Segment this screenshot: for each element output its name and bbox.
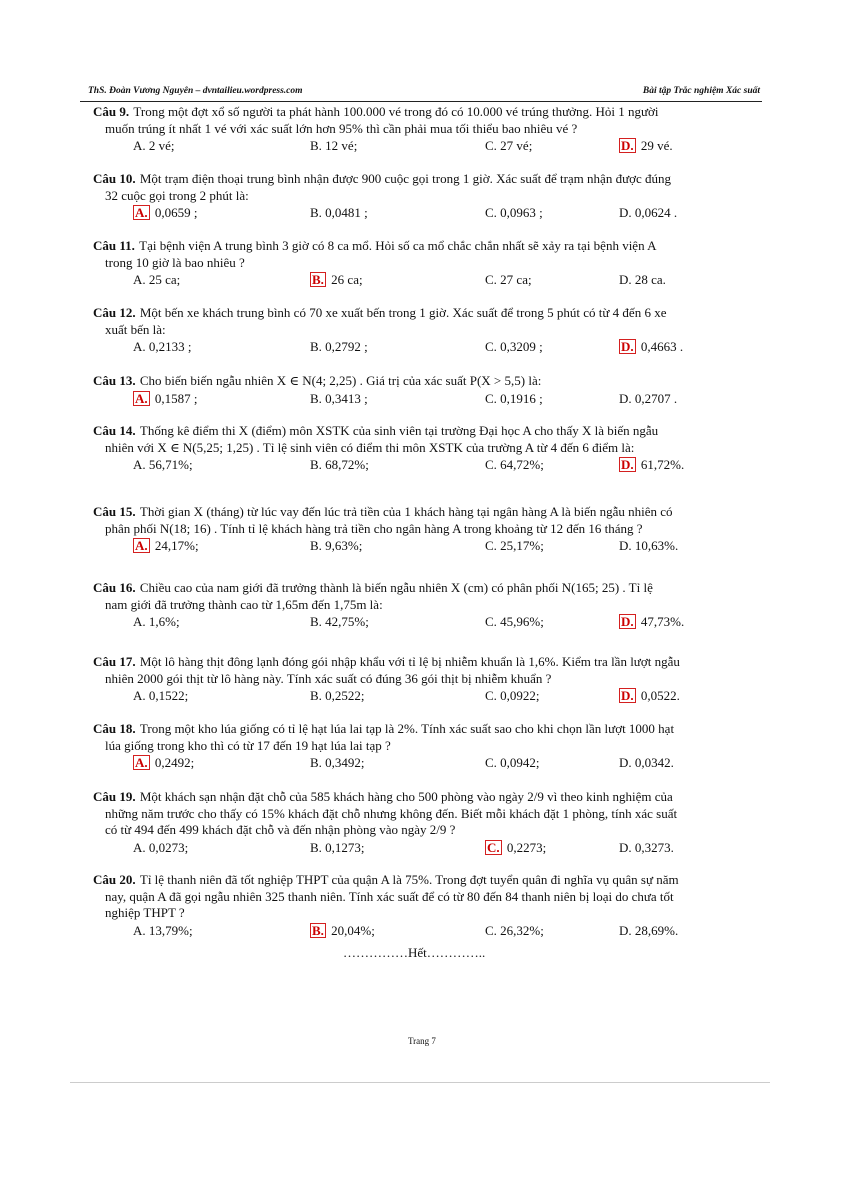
option-b [310,840,365,857]
question-text-line: lúa giống trong kho thì có từ 17 đến 19 hạt lúa lai tạp ? [105,737,391,753]
question-9 [93,104,763,155]
question-stem [93,504,763,537]
option-letter: C. [485,922,497,938]
question-15 [93,504,763,555]
option-a [133,614,180,631]
question-text-line: Một lô hàng thịt đông lạnh đóng gói nhập khẩu với tỉ lệ bị nhiễm khuẩn là 1,6%. Kiểm tra lần lượt ngẫu [139,654,680,669]
option-b [310,138,357,155]
option-d [619,391,677,408]
question-19 [93,789,763,857]
option-letter: A. [135,755,148,770]
question-text-line: nhiên với X ∈ N(5,25; 1,25) . Tỉ lệ sinh viên có điểm thi môn XSTK của trường A từ 4 đến 6 điểm là: [105,439,635,455]
option-letter: B. [310,839,322,855]
answer-options [93,755,763,772]
option-text: 0,2522; [325,688,365,703]
answer-options [93,391,763,408]
option-c [485,138,532,155]
answer-options [93,688,763,705]
option-letter: D. [619,272,632,287]
question-number: Câu 11. [93,238,135,253]
option-b [310,205,368,222]
option-text: 0,3492; [325,755,365,770]
option-a [133,688,188,705]
question-text-line: có từ 494 đến 499 khách đặt chỗ và đến nhận phòng vào ngày 2/9 ? [105,822,456,837]
option-d-correct [619,688,680,705]
option-letter: D. [619,755,632,770]
option-text: 0,3273. [634,839,674,855]
option-text: 0,0522. [640,688,680,703]
question-text-line: Tại bệnh viện A trung bình 3 giờ có 8 ca mổ. Hỏi số ca mổ chắc chắn nhất sẽ xảy ra tại bệnh viện A [139,238,657,253]
option-d [619,755,674,772]
option-text: 24,17%; [154,538,199,553]
option-letter: C. [485,538,497,553]
option-b [310,457,369,474]
option-letter: C. [485,205,497,220]
question-number: Câu 12. [93,305,136,320]
option-letter: B. [310,538,322,553]
question-20 [93,872,763,940]
option-b [310,339,368,356]
option-text: 0,2707 . [634,390,678,406]
option-text: 13,79%; [148,922,193,938]
option-text: 28,69%. [634,922,679,938]
option-a [133,339,192,356]
question-18 [93,721,763,772]
option-text: 2 vé; [148,138,175,153]
option-text: 0,1522; [148,688,189,703]
option-d [619,538,678,555]
option-c [485,391,543,408]
option-d-correct [619,339,683,356]
option-text: 42,75%; [325,614,369,629]
option-letter: A. [133,688,146,703]
option-c [485,205,543,222]
question-text-line: những năm trước cho thấy có 15% khách đặt chỗ nhưng không đến. Biết mỗi khách đặt 1 phòng, tính xác suất [105,805,678,821]
option-c [485,923,544,940]
option-a-correct [133,391,198,408]
option-letter: C. [485,390,497,406]
question-text-line: Trong một đợt xổ số người ta phát hành 100.000 vé trong đó có 10.000 vé trúng thưởng. Hỏi 1 người [133,104,659,119]
question-14 [93,423,763,474]
option-text: 29 vé. [640,138,673,153]
question-number: Câu 17. [93,654,136,669]
header-title: Bài tập Trắc nghiệm Xác suất [642,86,760,96]
option-a-correct [133,205,198,222]
option-letter: B. [310,339,322,354]
option-letter: D. [621,339,634,354]
question-16 [93,580,763,631]
option-letter: A. [133,339,146,354]
question-text-line: nghiệp THPT ? [105,905,185,920]
option-a [133,923,193,940]
answer-options [93,538,763,555]
option-d [619,272,666,289]
option-letter: C. [485,755,497,770]
option-letter: A. [135,538,148,553]
option-text: 0,4663 . [640,339,684,354]
option-letter: D. [619,922,632,938]
option-c [485,688,540,705]
option-letter: C. [485,614,497,629]
option-text: 0,1916 ; [500,390,543,406]
option-text: 61,72%. [640,457,685,472]
question-text-line: nhiên 2000 gói thịt từ lô hàng này. Tính xác suất có đúng 36 gói thịt bị nhiễm khuẩn ? [105,670,552,686]
option-text: 27 vé; [500,138,533,153]
option-text: 68,72%; [325,457,369,472]
option-text: 10,63%. [634,538,679,553]
question-text-line: phân phối N(18; 16) . Tính tỉ lệ khách hàng trả tiền cho ngân hàng A trong khoảng từ 12 đến 16 tháng ? [105,520,643,536]
question-stem [93,654,763,687]
question-text-line: nam giới đã trưởng thành cao từ 1,65m đến 1,75m là: [105,596,383,612]
question-10 [93,171,763,222]
option-letter: C. [487,839,500,855]
question-text-line: Tỉ lệ thanh niên đã tốt nghiệp THPT của quận A là 75%. Trong đợt tuyển quân đi nghĩa vụ quân sự năm [139,872,679,887]
question-12 [93,305,763,356]
option-letter: D. [621,457,634,472]
option-c [485,272,532,289]
option-text: 0,0922; [500,688,540,703]
answer-options [93,923,763,940]
option-letter: D. [619,390,632,406]
option-letter: C. [485,457,497,472]
answer-options [93,614,763,631]
option-text: 9,63%; [325,538,363,553]
question-text-line: muốn trúng ít nhất 1 vé với xác suất lớn hơn 95% thì cần phải mua tối thiểu bao nhiêu vé ? [105,120,578,136]
option-text: 0,3413 ; [325,390,368,406]
option-letter: D. [619,839,632,855]
option-text: 25,17%; [500,538,544,553]
option-text: 20,04%; [331,922,375,938]
question-text-line: 32 cuộc gọi trong 2 phút là: [105,187,249,203]
option-c [485,339,543,356]
answer-options [93,205,763,222]
option-text: 0,2492; [154,755,195,770]
option-text: 0,0624 . [634,205,678,220]
option-letter: C. [485,272,497,287]
option-c [485,457,544,474]
option-letter: A. [133,138,146,153]
question-number: Câu 18. [93,721,136,736]
question-stem [93,373,763,390]
option-text: 0,0659 ; [154,205,198,220]
option-letter: D. [621,688,634,703]
option-d [619,205,677,222]
footer-divider [70,1082,770,1083]
option-letter: A. [133,922,146,938]
option-text: 28 ca. [634,272,666,287]
option-a-correct [133,755,194,772]
option-text: 1,6%; [148,614,180,629]
question-number: Câu 19. [93,789,136,804]
option-d-correct [619,457,684,474]
page-number: Trang 7 [408,1036,436,1046]
option-text: 0,1587 ; [154,390,198,406]
option-text: 0,1273; [325,839,365,855]
option-b [310,614,369,631]
option-b [310,391,368,408]
option-d-correct [619,138,673,155]
option-c [485,755,540,772]
answer-options [93,840,763,857]
option-letter: D. [621,614,634,629]
option-b [310,755,365,772]
question-text-line: xuất bến là: [105,321,166,337]
option-a-correct [133,538,199,555]
question-text-line: Cho biến biến ngẫu nhiên X ∈ N(4; 2,25) . Giá trị của xác suất P(X > 5,5) là: [139,373,542,388]
option-text: 26 ca; [331,272,363,287]
option-text: 0,0342. [634,755,674,770]
option-d [619,923,678,940]
option-letter: A. [133,614,146,629]
option-letter: A. [133,457,146,472]
question-stem [93,423,763,456]
option-text: 0,3209 ; [500,339,543,354]
answer-options [93,457,763,474]
question-number: Câu 14. [93,423,136,438]
option-letter: D. [619,205,632,220]
option-c [485,614,544,631]
question-number: Câu 9. [93,104,130,119]
question-11 [93,238,763,289]
question-stem [93,872,763,922]
option-letter: B. [310,390,322,406]
option-d-correct [619,614,684,631]
question-stem [93,721,763,754]
option-letter: A. [133,839,146,855]
option-letter: B. [310,138,322,153]
option-text: 0,0481 ; [325,205,368,220]
option-a [133,457,193,474]
answer-options [93,272,763,289]
option-letter: D. [621,138,634,153]
question-stem [93,104,763,137]
option-text: 0,0942; [500,755,540,770]
option-text: 26,32%; [500,922,544,938]
option-letter: B. [312,272,324,287]
option-letter: C. [485,138,497,153]
question-text-line: trong 10 giờ là bao nhiêu ? [105,254,245,270]
question-text-line: Trong một kho lúa giống có tỉ lệ hạt lúa lai tạp là 2%. Tính xác suất sao cho khi chọn lần lượt 1000 hạt [139,721,675,736]
question-text-line: nay, quận A đã gọi ngẫu nhiên 325 thanh niên. Tính xác suất để có từ 80 đến 84 thanh niên bị loại do chưa tốt [105,888,674,904]
page-header [80,85,762,102]
question-text-line: Một trạm điện thoại trung bình nhận được 900 cuộc gọi trong 1 giờ. Xác suất để trạm nhận được đúng [139,171,672,186]
question-text-line: Một khách sạn nhận đặt chỗ của 585 khách hàng cho 500 phòng vào ngày 2/9 vì theo kinh nghiệm của [139,789,673,804]
question-text-line: Chiều cao của nam giới đã trưởng thành là biến ngẫu nhiên X (cm) có phân phối N(165; 25) . Tỉ lệ [139,580,653,595]
question-text-line: Thời gian X (tháng) từ lúc vay đến lúc trả tiền của 1 khách hàng tại ngân hàng A là biến ngẫu nhiên có [139,504,673,519]
question-number: Câu 16. [93,580,136,595]
option-text: 12 vé; [325,138,358,153]
question-stem [93,238,763,271]
question-stem [93,789,763,839]
option-text: 25 ca; [148,272,181,287]
option-letter: A. [133,272,146,287]
option-text: 0,0963 ; [500,205,543,220]
option-text: 56,71%; [148,457,193,472]
question-stem [93,171,763,204]
option-a [133,840,188,857]
question-text-line: Thống kê điểm thi X (điểm) môn XSTK của sinh viên tại trường Đại học A cho thấy X là biến ngẫu [139,423,659,438]
option-c-correct [485,840,546,857]
question-stem [93,580,763,613]
option-letter: C. [485,688,497,703]
option-text: 0,0273; [148,839,189,855]
question-13 [93,373,763,408]
option-a [133,138,175,155]
question-stem [93,305,763,338]
end-marker: ……………Hết………….. [343,945,486,960]
option-letter: A. [135,205,148,220]
option-letter: D. [619,538,632,553]
question-17 [93,654,763,705]
option-letter: B. [310,688,322,703]
option-b-correct [310,272,363,289]
answer-options [93,138,763,155]
question-number: Câu 10. [93,171,136,186]
question-number: Câu 15. [93,504,136,519]
option-text: 0,2273; [506,839,547,855]
header-author: ThS. Đoàn Vương Nguyên – dvntailieu.wordpress.com [88,86,303,96]
option-text: 45,96%; [500,614,544,629]
option-letter: B. [310,614,322,629]
option-c [485,538,544,555]
option-b [310,538,362,555]
option-b [310,688,365,705]
option-text: 64,72%; [500,457,544,472]
option-b-correct [310,923,375,940]
question-number: Câu 20. [93,872,136,887]
option-letter: B. [312,922,324,938]
option-letter: B. [310,755,322,770]
option-letter: B. [310,457,322,472]
option-text: 27 ca; [500,272,532,287]
option-letter: A. [135,390,148,406]
question-number: Câu 13. [93,373,136,388]
option-text: 0,2133 ; [148,339,192,354]
option-a [133,272,180,289]
question-text-line: Một bến xe khách trung bình có 70 xe xuất bến trong 1 giờ. Xác suất để trong 5 phút có từ 4 đến 6 xe [139,305,667,320]
option-text: 47,73%. [640,614,685,629]
answer-options [93,339,763,356]
option-text: 0,2792 ; [325,339,368,354]
option-d [619,840,674,857]
option-letter: B. [310,205,322,220]
option-letter: C. [485,339,497,354]
